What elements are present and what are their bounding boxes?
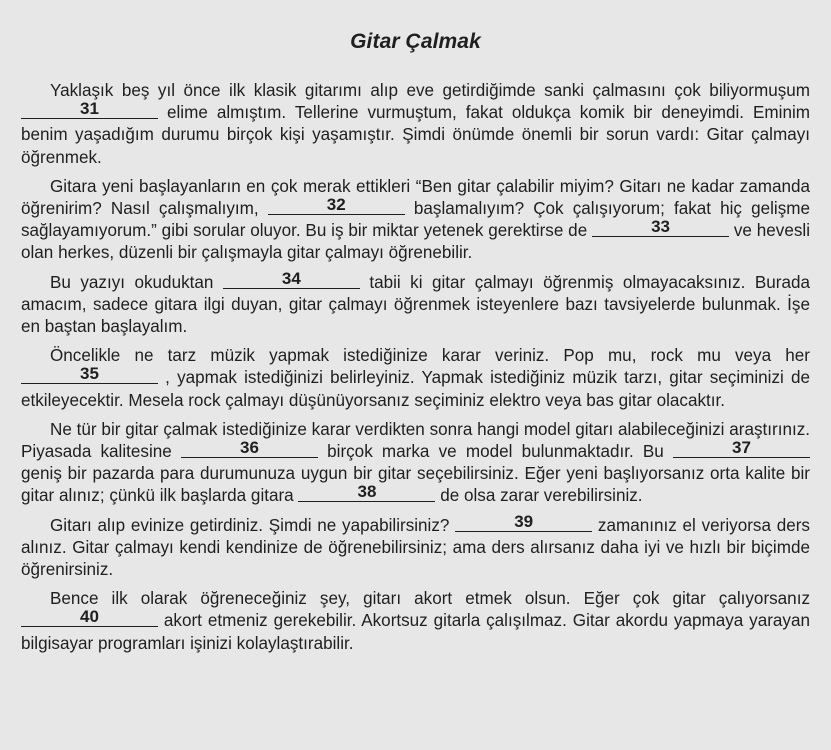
page-title: Gitar Çalmak <box>350 30 481 53</box>
paragraph <box>21 268 810 339</box>
paragraph-text: zamanınız el veriyorsa ders alınız. Gitar çalmayı kendi kendinize de öğrenebilirsiniz; ama ders alırsanız daha iyi ve hızlı bir biçimde öğrenirsiniz. <box>21 515 810 580</box>
paragraph <box>21 80 810 169</box>
paragraph-text: akort etmeniz gerekebilir. Akortsuz gitarla çalışılmaz. Gitar akordu yapmaya yarayan bilgisayar programları işinizi kolaylaştırabilir. <box>21 611 810 653</box>
paragraph-text: başlamalıyım? Çok çalışıyorum; fakat hiç gelişme sağlayamıyorum.” gibi sorular oluyor. Bu iş bir miktar yetenek gerektirse de <box>21 199 810 241</box>
blank-number: 33 <box>651 217 670 237</box>
article-body <box>21 80 810 655</box>
paragraph-text: Bu yazıyı okuduktan <box>50 272 223 292</box>
answer-blank <box>181 438 318 463</box>
paragraph-text: , yapmak istediğinizi belirleyiniz. Yapmak istediğiniz müzik tarzı, gitar seçiminizi de etkileyecektir. Mesela rock çalmayı düşünüyorsanız seçiminiz elektro veya bas gitar olacaktır. <box>21 368 810 410</box>
paragraph <box>21 419 810 508</box>
blank-number: 32 <box>326 195 346 215</box>
answer-blank <box>673 438 810 463</box>
paragraph-text: Öncelikle ne tarz müzik yapmak istediğinize karar veriniz. Pop mu, rock mu veya her <box>50 346 810 366</box>
answer-blank <box>298 482 435 507</box>
paragraph <box>21 511 810 582</box>
answer-blank <box>592 217 729 242</box>
paragraph-text: tabii ki gitar çalmayı öğrenmiş olmayacaksınız. Burada amacım, sadece gitara ilgi duyan, gitar çalmayı öğrenmek isteyenlere bazı tavsiyelerde bulunmak. İşe en baştan başlayalım. <box>21 272 810 337</box>
blank-number: 31 <box>80 99 99 119</box>
blank-number: 38 <box>357 482 377 502</box>
paragraph-text: elime almıştım. Tellerine vurmuştum, fakat oldukça komik bir deneyimdi. Eminim benim yaşadığım durumu birçok kişi yaşamıştır. Şimdi önümde önemli bir sorun vardı: Gitar çalmayı öğrenmek. <box>21 103 810 167</box>
blank-number: 34 <box>281 268 301 288</box>
answer-blank <box>21 607 158 632</box>
blank-number: 39 <box>514 511 534 531</box>
blank-number: 37 <box>732 438 751 458</box>
answer-blank <box>223 268 360 294</box>
paragraph-text: Ne tür bir gitar çalmak istediğinize karar verdikten sonra hangi model gitarı alabileceğinizi araştırınız. Piyasada kalitesine <box>21 419 810 462</box>
paragraph-text: ve hevesli olan herkes, düzenli bir çalışmayla gitar çalmayı öğrenebilir. <box>21 221 810 263</box>
paragraph-text: birçok marka ve model bulunmaktadır. Bu <box>317 442 673 462</box>
paragraph-text: Bence ilk olarak öğreneceğiniz şey, gitarı akort etmek olsun. Eğer çok gitar çalıyorsanız <box>50 589 810 609</box>
paragraph-text: de olsa zarar verebilirsiniz. <box>435 486 643 506</box>
paragraph-text: geniş bir pazarda para durumunuza uygun bir gitar seçebilirsiniz. Eğer yeni başlıyorsanız orta kalite bir gitar alınız; çünkü ilk başlarda gitara <box>21 464 810 506</box>
blank-number: 36 <box>239 438 259 458</box>
answer-blank <box>455 511 592 537</box>
blank-number: 35 <box>80 364 99 384</box>
answer-blank <box>268 195 405 220</box>
blank-number: 40 <box>80 607 99 627</box>
paragraph <box>21 176 810 265</box>
paragraph <box>21 588 810 655</box>
paragraph-text: Yaklaşık beş yıl önce ilk klasik gitarımı alıp eve getirdiğimde sanki çalmasını çok biliyormuşum <box>50 81 810 100</box>
answer-blank <box>21 364 158 389</box>
paragraph-text: Gitarı alıp evinize getirdiniz. Şimdi ne yapabilirsiniz? <box>50 515 456 535</box>
answer-blank <box>21 99 158 124</box>
paragraph <box>21 345 810 412</box>
paragraph-text: Gitara yeni başlayanların en çok merak ettikleri “Ben gitar çalabilir miyim? Gitarı ne kadar zamanda öğrenirim? Nasıl çalışmalıyım, <box>21 176 810 219</box>
